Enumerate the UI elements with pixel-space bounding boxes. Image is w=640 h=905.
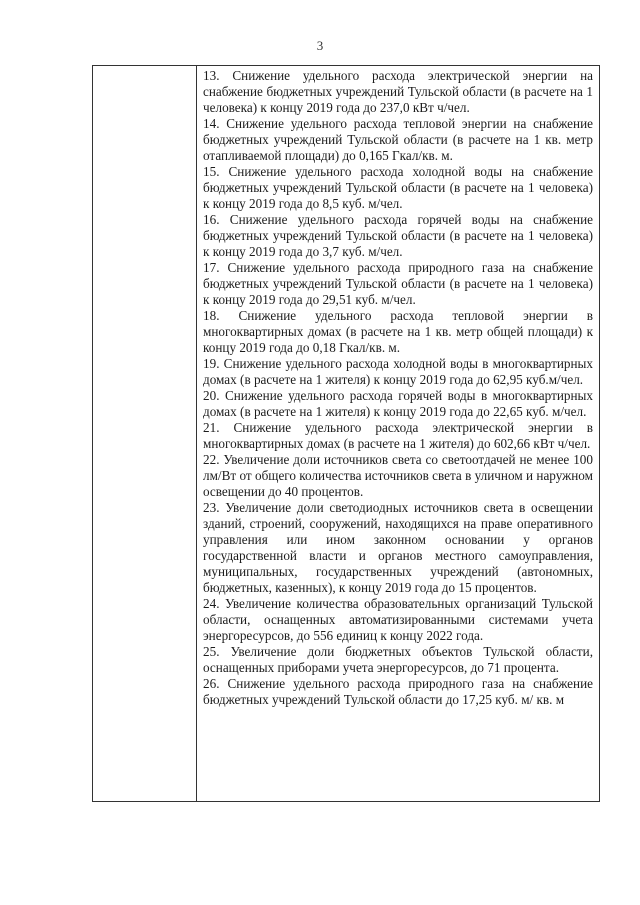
list-item: 22. Увеличение доли источников света со светоотдачей не менее 100 лм/Вт от общего количества источников света в уличном и наружном освещении до 40 процентов. [203, 452, 593, 499]
table-right-column [203, 68, 593, 708]
list-item: 19. Снижение удельного расхода холодной воды в многоквартирных домах (в расчете на 1 жителя) к концу 2019 года до 62,95 куб.м/чел. [203, 356, 593, 387]
list-item: 26. Снижение удельного расхода природного газа на снабжение бюджетных учреждений Тульской области до 17,25 куб. м/ кв. м [203, 676, 593, 707]
page-number: 3 [316, 38, 324, 53]
table-left-column [93, 66, 197, 801]
list-item: 25. Увеличение доли бюджетных объектов Тульской области, оснащенных приборами учета энергоресурсов, до 71 процента. [203, 644, 593, 675]
list-item: 13. Снижение удельного расхода электрической энергии на снабжение бюджетных учреждений Тульской области (в расчете на 1 человека) к концу 2019 года до 237,0 кВт ч/чел. [203, 68, 593, 115]
list-item: 21. Снижение удельного расхода электрической энергии в многоквартирных домах (в расчете на 1 жителя) до 602,66 кВт ч/чел. [203, 420, 593, 451]
list-item: 20. Снижение удельного расхода горячей воды в многоквартирных домах (в расчете на 1 жителя) к концу 2019 года до 22,65 куб. м/чел. [203, 388, 593, 419]
list-item: 17. Снижение удельного расхода природного газа на снабжение бюджетных учреждений Тульской области (в расчете на 1 человека) к концу 2019 года до 29,51 куб. м/чел. [203, 260, 593, 307]
list-item: 24. Увеличение количества образовательных организаций Тульской области, оснащенных автоматизированными системами учета энергоресурсов, до 556 единиц к концу 2022 года. [203, 596, 593, 643]
list-item: 16. Снижение удельного расхода горячей воды на снабжение бюджетных учреждений Тульской области (в расчете на 1 человека) к концу 2019 года до 3,7 куб. м/чел. [203, 212, 593, 259]
list-item: 18. Снижение удельного расхода тепловой энергии в многоквартирных домах (в расчете на 1 кв. метр общей площади) к концу 2019 года до 0,18 Гкал/кв. м. [203, 308, 593, 355]
list-item: 23. Увеличение доли светодиодных источников света в освещении зданий, строений, сооружений, находящихся на праве оперативного управления или ином законном основании у органов государственной власти и органов местного самоуправления, муниципальных, государственных учреждений (автономных, бюджетных, казенных), к концу 2019 года до 15 процентов. [203, 500, 593, 595]
list-item: 14. Снижение удельного расхода тепловой энергии на снабжение бюджетных учреждений Тульской области (в расчете на 1 кв. метр отапливаемой площади) до 0,165 Гкал/кв. м. [203, 116, 593, 163]
list-item: 15. Снижение удельного расхода холодной воды на снабжение бюджетных учреждений Тульской области (в расчете на 1 человека) к концу 2019 года до 8,5 куб. м/чел. [203, 164, 593, 211]
document-table [92, 65, 600, 802]
